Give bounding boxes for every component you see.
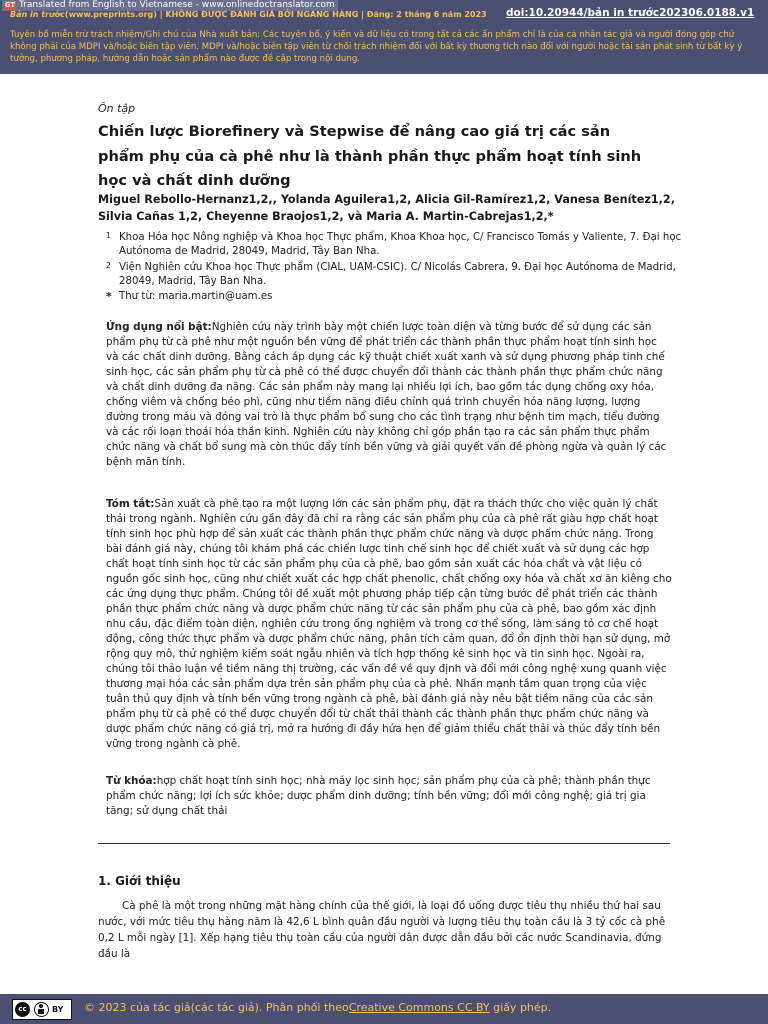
application-text: Nghiên cứu này trình bày một chiến lược toàn diện và từng bước để sử dụng các sản phẩm phụ từ cà phê như một nguồn bền vững để phát triển các thành phần thực phẩm hoạt tính sinh học và các chất dinh dưỡng. Bằng cách áp dụng các kỹ thuật chiết xuất xanh và sử dụng phương pháp tinh chế sinh học, các sản phẩm phụ từ cà phê có thể được chuyển đổi thành các thành phần thực phẩm chức năng và chất dinh dưỡng đa năng. Các sản phẩm này mang lại nhiều lợi ích, bao gồm tác dụng chống oxy hóa, chống viêm và chống béo phì, cũng như tiềm năng điều chỉnh quá trình chuyển hóa năng lượng, lượng đường trong máu và đóng vai trò là thực phẩm bổ sung cho các tình trạng như bệnh tim mạch, tiểu đường và các rối loạn thoái hóa thần kinh. Nghiên cứu này không chỉ góp phần tạo ra các sản phẩm thực phẩm chức năng và chất bổ sung mà còn thúc đẩy tính bền vững và giải quyết vấn đề phòng ngừa và quản lý các bệnh mãn tính. <box>106 321 667 468</box>
keywords-label: Từ khóa: <box>106 775 157 787</box>
publisher-disclaimer: Tuyên bố miễn trừ trách nhiệm/Ghi chú của Nhà xuất bản: Các tuyên bố, ý kiến và dữ liệu có trong tất cả các ấn phẩm chỉ là của cá nhân tác giả và người đóng góp chứ không phải của MDPI và/hoặc biên tập viên. MDPI và/hoặc biên tập viên từ chối trách nhiệm đối với bất kỳ thương tích nào đối với người hoặc tài sản phát sinh từ bất kỳ ý tưởng, phương pháp, hướng dẫn hoặc sản phẩm nào được đề cập trong nội dung. <box>10 30 743 64</box>
copyright-text: © 2023 của tác giả(các tác giả). Phân phối theo <box>84 1001 349 1014</box>
by-attribution-icon <box>34 1002 49 1017</box>
affiliation-2 <box>106 261 686 289</box>
copyright-notice <box>84 1001 551 1014</box>
cc-by-label: BY <box>52 1005 64 1014</box>
author-list: Miguel Rebollo-Hernanz1,2,, Yolanda Aguilera1,2, Alicia Gil-Ramírez1,2, Vanesa Benítez1,2, Silvia Cañas 1,2, Cheyenne Braojos1,2, và Maria A. Martin-Cabrejas1,2,* <box>98 193 675 223</box>
license-footer <box>0 994 768 1024</box>
license-suffix: giấy phép. <box>489 1001 552 1014</box>
doi-link[interactable]: doi:10.20944/bản in trước202306.0188.v1 <box>506 7 755 19</box>
abstract-text: Sản xuất cà phê tạo ra một lượng lớn các sản phẩm phụ, đặt ra thách thức cho việc quản lý chất thải trong ngành. Nghiên cứu gần đây đã chỉ ra rằng các sản phẩm phụ của cà phê rất giàu hợp chất hoạt tính sinh học phù hợp để sản xuất các thành phần thực phẩm chức năng và dược phẩm chức năng. Trong bài đánh giá này, chúng tôi khám phá các chiến lược tinh chế sinh học để chiết xuất và sử dụng các hợp chất hoạt tính sinh học từ các sản phẩm phụ của cà phê, bao gồm sản xuất các hóa chất và vật liệu có nguồn gốc sinh học, cũng như chiết xuất các hợp chất phenolic, chất chống oxy hóa và chất xơ ăn kiêng cho các ứng dụng thực phẩm. Chúng tôi đề xuất một phương pháp tiếp cận từng bước để phát triển các thành phần thực phẩm chức năng và dược phẩm chức năng từ các sản phẩm phụ của cà phê, bao gồm xác định nhu cầu, đặc điểm toàn diện, nghiên cứu trong ống nghiệm và trong cơ thể sống, làm sáng tỏ cơ chế hoạt động, công thức thực phẩm và dược phẩm chức năng, phân tích cảm quan, đổ ổn định thời hạn sử dụng, mở rộng quy mô, thử nghiệm kiểm soát ngẫu nhiên và tích hợp thống kê sinh học và tin sinh học. Ngoài ra, chúng tôi thảo luận về tiềm năng thị trường, các vấn đề về quy định và đổi mới công nghệ xung quanh việc thương mại hóa các sản phẩm dựa trên sản phẩm phụ của cà phê. Nhấn mạnh tầm quan trọng của việc tuân thủ quy định và tính bền vững trong ngành cà phê, bài đánh giá này nêu bật tiềm năng của các sản phẩm phụ từ cà phê có thể được chuyển đổi từ chất thải thành các thành phần thực phẩm chức năng và dược phẩm chức năng có giá trị, mở ra hướng đi đầy hứa hẹn để giảm thiểu chất thải và thúc đẩy tính bền vững trong ngành cà phê. <box>106 498 672 750</box>
article-type: Ôn tập <box>98 102 136 115</box>
section-divider <box>98 843 670 844</box>
affiliation-1 <box>106 231 686 259</box>
introduction-paragraph: Cà phê là một trong những mặt hàng chính của thế giới, là loại đồ uống được tiêu thụ nhiều thứ hai sau nước, với mức tiêu thụ hàng năm là 42,6 L bình quân đầu người và lượng tiêu thụ toàn cầu là 3 tỷ cốc cà phê 0,2 L mỗi ngày [1]. Xếp hạng tiêu thụ toàn cầu của người dân được dẫn đầu bởi các nước Scandinavia, đứng đầu là <box>98 900 666 960</box>
application-paragraph <box>106 320 672 470</box>
license-link[interactable]: Creative Commons CC BY <box>348 1001 490 1014</box>
keywords-paragraph <box>106 774 672 819</box>
correspondence-email[interactable]: Thư từ: maria.martin@uam.es <box>119 291 273 302</box>
preprint-details: (www.preprints.org) | KHÔNG ĐƯỢC ĐÁNH GIÁ BỞI NGANG HÀNG | Đăng: 2 tháng 6 năm 2023 <box>64 10 487 19</box>
section-heading: 1. Giới thiệu <box>98 874 181 888</box>
preprint-banner <box>0 0 768 74</box>
cc-license-badge[interactable] <box>12 999 72 1020</box>
affiliation-text: Khoa Hóa học Nông nghiệp và Khoa học Thực phẩm, Khoa Khoa học, C/ Francisco Tomás y Valiente, 7. Đại học Autónoma de Madrid, 28049, Madrid, Tây Ban Nha. <box>119 232 682 257</box>
application-label: Ứng dụng nổi bật: <box>106 321 212 333</box>
preprint-label: Bản in trước <box>10 10 65 19</box>
keywords-text: hợp chất hoạt tính sinh học; nhà máy lọc sinh học; sản phẩm phụ của cà phê; thành phần thực phẩm chức năng; lợi ích sức khỏe; dược phẩm dinh dưỡng; tính bền vững; đổi mới công nghệ; giá trị gia tăng; sử dụng chất thải <box>106 775 651 817</box>
affiliation-text: Viện Nghiên cứu Khoa học Thực phẩm (CIAL, UAM-CSIC). C/ Nicolás Cabrera, 9. Đại học Autónoma de Madrid, 28049, Madrid, Tây Ban Nha. <box>119 262 676 287</box>
affiliation-number: 1 <box>106 231 111 240</box>
abstract-label: Tóm tắt: <box>106 498 155 510</box>
correspondence-mark: * <box>106 290 112 303</box>
translation-notice-text: Translated from English to Vietnamese - www.onlinedoctranslator.com <box>19 0 335 10</box>
article-title: Chiến lược Biorefinery và Stepwise để nâng cao giá trị các sản phẩm phụ của cà phê như là thành phần thực phẩm hoạt tính sinh học và chất dinh dưỡng <box>98 123 642 189</box>
preprint-status <box>10 10 487 19</box>
translate-icon: GT <box>4 1 16 9</box>
abstract-paragraph <box>106 497 672 752</box>
affiliation-number: 2 <box>106 261 111 270</box>
correspondence <box>106 290 686 304</box>
creative-commons-icon: cc <box>15 1002 30 1017</box>
